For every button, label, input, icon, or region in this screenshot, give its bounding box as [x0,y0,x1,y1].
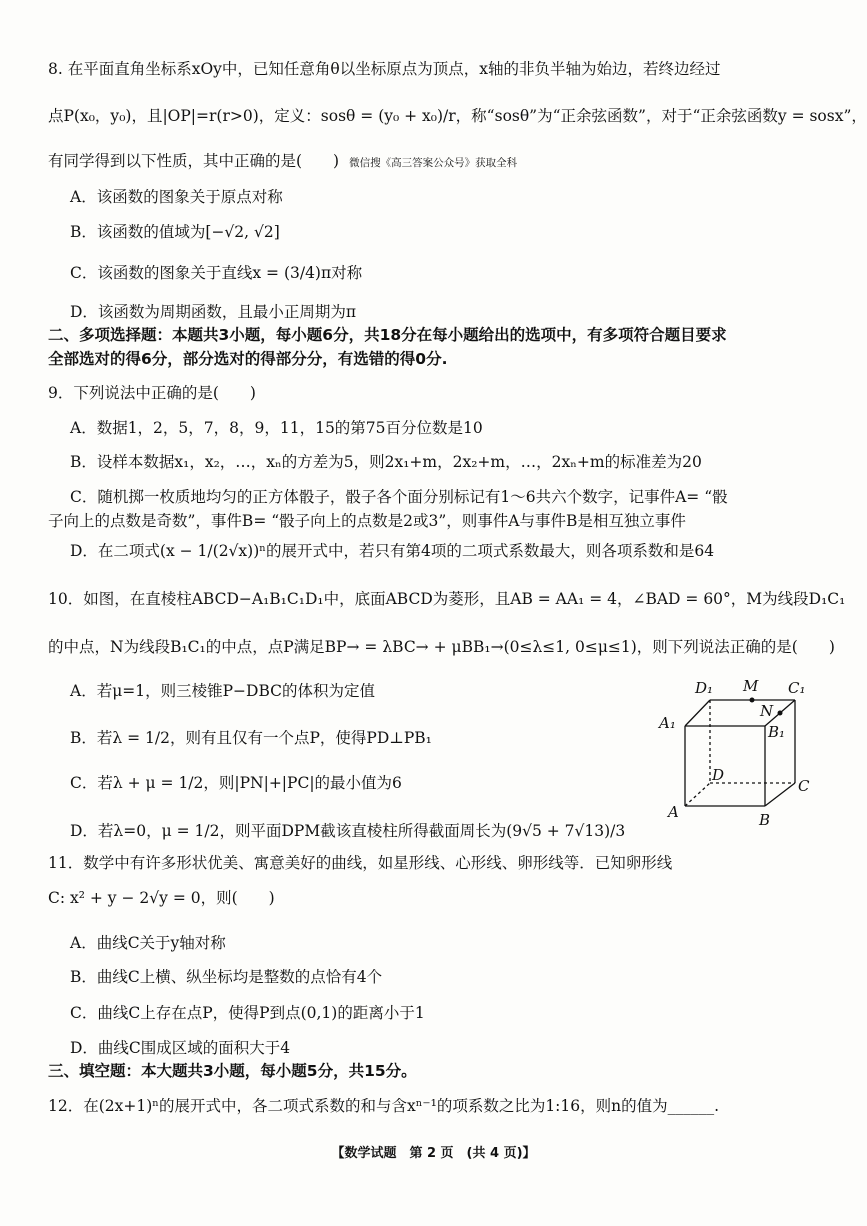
q8-option-c: C．该函数的图象关于直线x = (3/4)π对称 [70,264,363,282]
q8-stem-line3 [48,150,517,174]
q10-option-c: C．若λ + μ = 1/2，则|PN|+|PC|的最小值为6 [70,774,402,792]
label-b1: B₁ [768,723,786,741]
label-c: C [798,777,810,795]
page-footer: 【数学试题 第 2 页 (共 4 页)】 [331,1146,536,1161]
q8-option-d: D．该函数为周期函数，且最小正周期为π [70,303,357,321]
q11-option-a: A．曲线C关于y轴对称 [70,934,226,952]
label-d: D [712,766,725,784]
label-m: M [743,677,759,695]
q9-stem: 9．下列说法中正确的是( ) [48,384,256,402]
q8-option-a: A．该函数的图象关于原点对称 [70,188,283,206]
section-2-heading-line2: 全部选对的得6分，部分选对的得部分分，有选错的得0分. [48,350,448,368]
q12-stem: 12．在(2x+1)ⁿ的展开式中，各二项式系数的和与含xⁿ⁻¹的项系数之比为1:16，则n的值为______. [48,1097,720,1115]
q11-stem-line2: C: x² + y − 2√y = 0，则( ) [48,889,275,907]
label-d1: D₁ [695,679,714,697]
q11-option-b: B．曲线C上横、纵坐标均是整数的点恰有4个 [70,968,383,986]
q11-stem-line1: 11．数学中有许多形状优美、寓意美好的曲线，如星形线、心形线、卵形线等．已知卵形线 [48,854,673,872]
prism-figure [655,676,815,836]
section-3-heading: 三、填空题：本大题共3小题，每小题5分，共15分。 [48,1062,417,1080]
q10-stem-line1: 10．如图，在直棱柱ABCD−A₁B₁C₁D₁中，底面ABCD为菱形，且AB = AA₁ = 4，∠BAD = 60°，M为线段D₁C₁ [48,590,846,608]
watermark-text: 微信搜《高三答案公众号》获取全科 [349,157,518,169]
point-n [778,711,783,716]
q10-option-a: A．若μ=1，则三棱锥P−DBC的体积为定值 [70,682,375,700]
section-2-heading-line1: 二、多项选择题：本题共3小题，每小题6分，共18分在每小题给出的选项中，有多项符合题目要求 [48,326,727,344]
edge-ad-hidden [685,783,710,806]
q9-option-a: A．数据1，2，5，7，8，9，11，15的第75百分位数是10 [70,419,483,437]
q8-stem-line1: 8. 在平面直角坐标系xOy中，已知任意角θ以坐标原点为顶点，x轴的非负半轴为始边，若终边经过 [48,60,721,78]
edge-bc [765,783,795,806]
q10-stem-line2: 的中点，N为线段B₁C₁的中点，点P满足BP→ = λBC→ + μBB₁→(0≤λ≤1, 0≤μ≤1)，则下列说法正确的是( ) [48,638,835,656]
point-m [750,698,755,703]
q11-option-c: C．曲线C上存在点P，使得P到点(0,1)的距离小于1 [70,1004,425,1022]
q8-option-b: B．该函数的值域为[−√2, √2] [70,223,280,241]
q9-option-b: B．设样本数据x₁，x₂，…，xₙ的方差为5，则2x₁+m，2x₂+m，…，2xₙ+m的标准差为20 [70,453,702,471]
q11-option-d: D．曲线C围成区域的面积大于4 [70,1039,291,1057]
label-a1: A₁ [659,714,676,732]
label-n: N [760,702,774,720]
q8-stem-line2: 点P(x₀，y₀)，且|OP|=r(r>0)，定义：sosθ = (y₀ + x₀)/r，称“sosθ”为“正余弦函数”，对于“正余弦函数y = sosx”， [48,107,867,125]
q10-option-b: B．若λ = 1/2，则有且仅有一个点P，使得PD⊥PB₁ [70,729,432,747]
q10-option-d: D．若λ=0，μ = 1/2，则平面DPM截该直棱柱所得截面周长为(9√5 + 7√13)/3 [70,822,626,840]
label-b: B [759,811,771,829]
edge-a1d1 [685,700,710,726]
q9-option-d: D．在二项式(x − 1/(2√x))ⁿ的展开式中，若只有第4项的二项式系数最大，则各项系数和是64 [70,542,715,560]
q9-option-c-line2: 子向上的点数是奇数”，事件B= “骰子向上的点数是2或3”，则事件A与事件B是相互独立事件 [48,512,686,530]
label-a: A [668,803,679,821]
q9-option-c-line1: C．随机掷一枚质地均匀的正方体骰子，骰子各个面分别标记有1～6共六个数字，记事件A= “骰 [70,488,728,506]
label-c1: C₁ [788,679,806,697]
q8-stem-text: 有同学得到以下性质，其中正确的是( ) [48,152,340,170]
